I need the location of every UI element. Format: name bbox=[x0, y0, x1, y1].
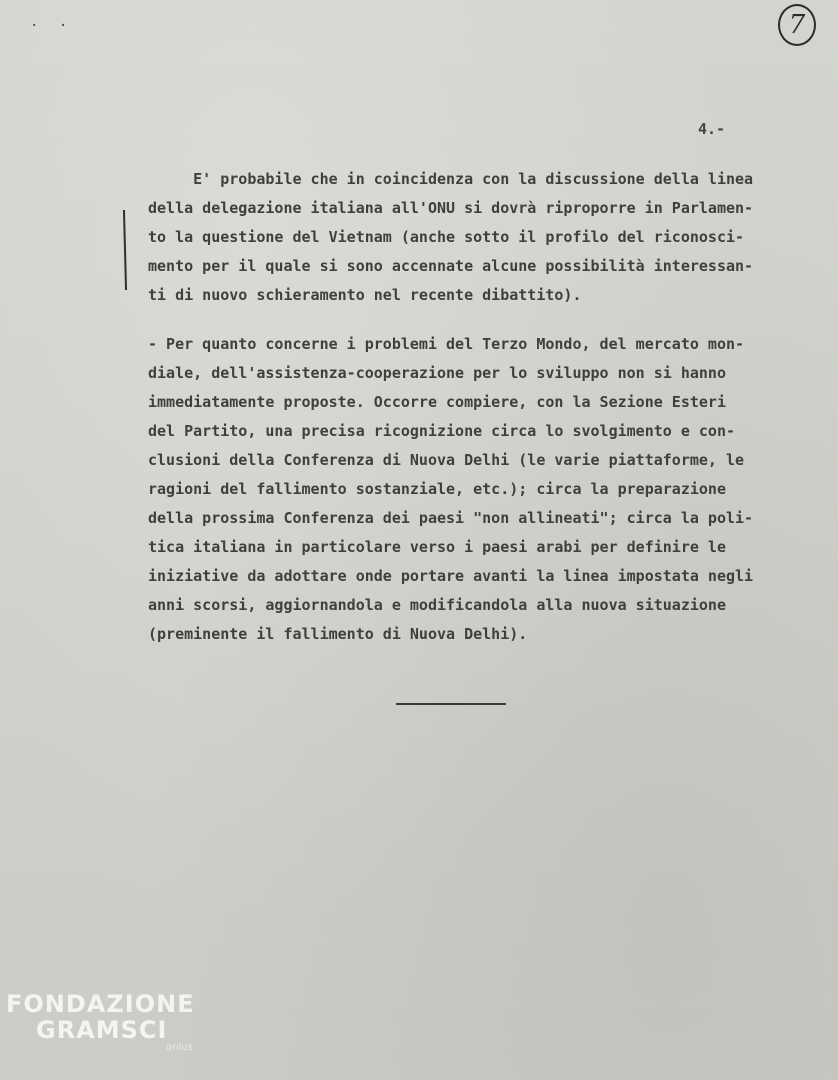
watermark-line-1: FONDAZIONE bbox=[6, 990, 195, 1018]
typed-page-number: 4.- bbox=[698, 120, 726, 138]
margin-line-mark bbox=[123, 210, 127, 290]
top-left-dots: . . bbox=[30, 14, 74, 30]
handwritten-page-number: 7 bbox=[778, 4, 816, 46]
watermark-line-2: GRAMSCI bbox=[36, 1016, 168, 1044]
fondazione-gramsci-watermark bbox=[6, 990, 195, 1053]
paragraph-terzo-mondo: - Per quanto concerne i problemi del Terzo Mondo, del mercato mon- diale, dell'assistenza-cooperazione per lo sviluppo non si hanno immediatamente proposte. Occorre compiere, con la Sezione Esteri del Partito, una precisa ricognizione circa lo svolgimento e con- clusioni della Conferenza di Nuova Delhi (le varie piattaforme, le ragioni del fallimento sostanziale, etc.); circa la preparazione della prossima Conferenza dei paesi "non allineati"; circa la poli- tica italiana in particolare verso i paesi arabi per definire le iniziative da adottare onde portare avanti la linea impostata negli anni scorsi, aggiornandola e modificandola alla nuova situazione (preminente il fallimento di Nuova Delhi). bbox=[148, 335, 754, 643]
closing-rule bbox=[396, 703, 506, 705]
paragraph-vietnam: E' probabile che in coincidenza con la discussione della linea della delegazione italiana all'ONU si dovrà riproporre in Parlamen- to la questione del Vietnam (anche sotto il profilo del riconosci- mento per il quale si sono accennate alcune possibilità interessan- ti di nuovo schieramento nel recente dibattito). bbox=[148, 170, 754, 304]
watermark-line-3: onlus bbox=[166, 1042, 193, 1053]
